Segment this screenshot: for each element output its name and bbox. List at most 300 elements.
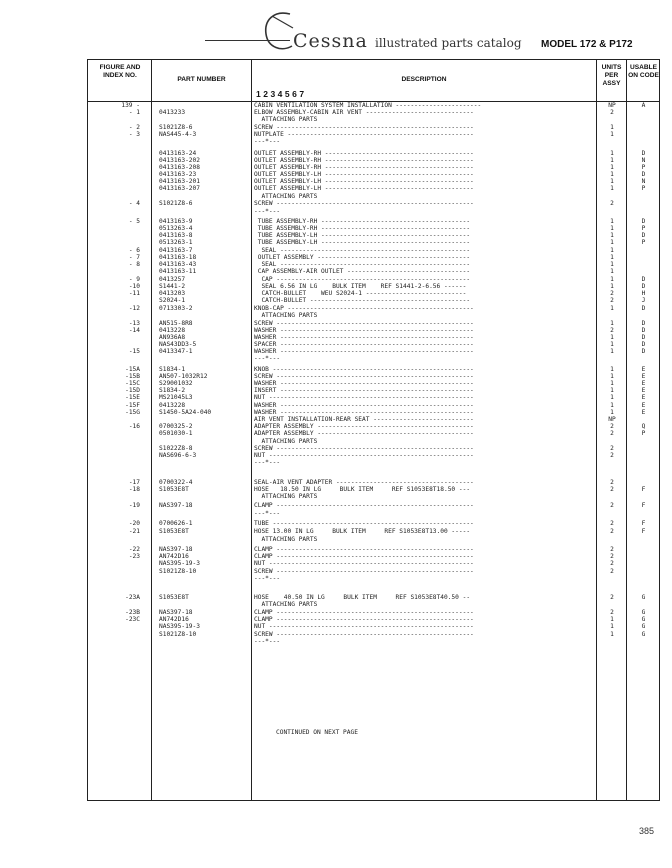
description: TUBE ASSEMBLY-LH ----------------------------------------	[254, 239, 471, 246]
part-number: S1441-2	[159, 283, 186, 290]
description: KNOB-CAP --------------------------------------------------	[254, 305, 474, 312]
part-number: S1021Z8-6	[159, 124, 193, 131]
part-number: S1053E8T	[159, 528, 189, 535]
usable-code: G	[641, 609, 646, 616]
description: NUT -------------------------------------------------------	[254, 623, 474, 630]
description: KNOB ------------------------------------------------------	[254, 366, 474, 373]
usable-code: E	[641, 387, 646, 394]
usable-code: D	[641, 232, 646, 239]
part-number: NAS43DD3-5	[159, 341, 197, 348]
description: HOSE 13.00 IN LG BULK ITEM REF S1053E8T13.00 -----	[254, 528, 471, 535]
usable-code: P	[641, 164, 646, 171]
usable-code: H	[641, 290, 646, 297]
usable-code: A	[641, 102, 646, 109]
usable-code: D	[641, 283, 646, 290]
table-row	[0, 334, 672, 341]
part-number: S1834-1	[159, 366, 186, 373]
table-row	[0, 348, 672, 355]
units-per-assy: 1	[610, 631, 614, 638]
description: ---*---	[254, 208, 281, 215]
description: NUT -------------------------------------------------------	[254, 452, 474, 459]
part-number: MS21045L3	[159, 394, 193, 401]
table-row	[0, 171, 672, 178]
usable-code: E	[641, 366, 646, 373]
description: OUTLET ASSEMBLY-LH ----------------------------------------	[254, 178, 474, 185]
figure-index: -23B	[125, 609, 140, 616]
table-row	[0, 438, 672, 445]
table-row	[0, 254, 672, 261]
usable-code: J	[641, 297, 646, 304]
part-number: 0413163-11	[159, 268, 197, 275]
table-row	[0, 479, 672, 486]
figure-index: -16	[128, 423, 140, 430]
part-number: S1834-2	[159, 387, 186, 394]
units-per-assy: 2	[610, 594, 614, 601]
figure-index: -17	[128, 479, 140, 486]
usable-code: D	[641, 150, 646, 157]
units-per-assy: 2	[610, 560, 614, 567]
description: SCREW -----------------------------------------------------	[254, 373, 474, 380]
part-number: 0413228	[159, 327, 186, 334]
units-per-assy: 1	[610, 124, 614, 131]
part-number: NAS397-18	[159, 609, 193, 616]
table-row	[0, 341, 672, 348]
usable-code: F	[641, 486, 646, 493]
units-per-assy: 1	[610, 348, 614, 355]
description: HOSE 40.50 IN LG BULK ITEM REF S1053E8T40.50 --	[254, 594, 471, 601]
part-number: 0413163-208	[159, 164, 200, 171]
figure-index: -22	[128, 546, 140, 553]
part-number: NAS395-19-3	[159, 560, 200, 567]
units-per-assy: 2	[610, 327, 614, 334]
table-row	[0, 409, 672, 416]
description: ATTACHING PARTS	[254, 312, 318, 319]
units-per-assy: 1	[610, 247, 614, 254]
description: CATCH-BULLET WEU S2024-1 ---------------------------	[254, 290, 467, 297]
description: WASHER ----------------------------------------------------	[254, 327, 474, 334]
description: SEAL ---------------------------------------------------	[254, 247, 471, 254]
description: OUTLET ASSEMBLY-LH ----------------------------------------	[254, 185, 474, 192]
description: CLAMP -----------------------------------------------------	[254, 546, 474, 553]
units-per-assy: 1	[610, 616, 614, 623]
part-number: AN515-8R8	[159, 320, 193, 327]
figure-index: -15B	[125, 373, 140, 380]
table-row	[0, 609, 672, 616]
units-per-assy: 2	[610, 546, 614, 553]
part-number: 0413163-7	[159, 247, 193, 254]
part-number: S1450-5A24-040	[159, 409, 212, 416]
usable-code: D	[641, 320, 646, 327]
table-row	[0, 459, 672, 466]
part-number: 0413163-18	[159, 254, 197, 261]
usable-code: D	[641, 218, 646, 225]
table-row	[0, 138, 672, 145]
part-number: 0413163-207	[159, 185, 200, 192]
description: TUBE ------------------------------------------------------	[254, 520, 474, 527]
units-per-assy: 1	[610, 283, 614, 290]
table-row	[0, 102, 672, 109]
description: CAP ----------------------------------------------------	[254, 276, 471, 283]
units-per-assy: 1	[610, 387, 614, 394]
col-header-desc: DESCRIPTION	[401, 76, 447, 83]
figure-index: -11	[128, 290, 140, 297]
table-row	[0, 327, 672, 334]
usable-code: F	[641, 520, 646, 527]
description: SCREW -----------------------------------------------------	[254, 631, 474, 638]
table-row	[0, 193, 672, 200]
units-per-assy: 1	[610, 380, 614, 387]
table-row	[0, 225, 672, 232]
figure-index: - 5	[128, 218, 140, 225]
usable-code: G	[641, 616, 646, 623]
table-row	[0, 394, 672, 401]
part-number: 0413163-9	[159, 218, 193, 225]
figure-index: -13	[128, 320, 140, 327]
table-row	[0, 232, 672, 239]
figure-index: -23A	[125, 594, 140, 601]
figure-index: -21	[128, 528, 140, 535]
description: NUT -------------------------------------------------------	[254, 394, 474, 401]
units-per-assy: 2	[610, 502, 614, 509]
col-header-code: USABLE ON CODE	[628, 64, 659, 79]
description: SEAL-AIR VENT ADAPTER -------------------------------------	[254, 479, 474, 486]
description: SCREW -----------------------------------------------------	[254, 200, 474, 207]
table-row	[0, 623, 672, 630]
figure-index: -18	[128, 486, 140, 493]
table-row	[0, 150, 672, 157]
table-row	[0, 402, 672, 409]
description: WASHER ----------------------------------------------------	[254, 409, 474, 416]
usable-code: P	[641, 430, 646, 437]
units-per-assy: 1	[610, 261, 614, 268]
description: SCREW -----------------------------------------------------	[254, 445, 474, 452]
description: CATCH-BULLET -------------------------------------------	[254, 297, 471, 304]
usable-code: D	[641, 276, 646, 283]
description: CABIN VENTILATION SYSTEM INSTALLATION -----------------------	[254, 102, 482, 109]
units-per-assy: 1	[610, 218, 614, 225]
table-row	[0, 305, 672, 312]
figure-index: - 2	[128, 124, 140, 131]
description: CLAMP -----------------------------------------------------	[254, 553, 474, 560]
description: WASHER ----------------------------------------------------	[254, 402, 474, 409]
table-row	[0, 380, 672, 387]
col-header-figure: FIGURE AND INDEX NO.	[99, 64, 141, 79]
description: ---*---	[254, 138, 281, 145]
table-row	[0, 616, 672, 623]
units-per-assy: 1	[610, 225, 614, 232]
units-per-assy: 2	[610, 200, 614, 207]
indent-ruler: 1234567	[256, 89, 307, 99]
description: SEAL ---------------------------------------------------	[254, 261, 471, 268]
usable-code: F	[641, 502, 646, 509]
part-number: 0513263-4	[159, 225, 193, 232]
units-per-assy: 2	[610, 568, 614, 575]
part-number: 0700325-2	[159, 423, 193, 430]
part-number: NAS397-18	[159, 546, 193, 553]
part-number: S2024-1	[159, 297, 186, 304]
table-row	[0, 520, 672, 527]
usable-code: D	[641, 341, 646, 348]
table-row	[0, 445, 672, 452]
units-per-assy: 1	[610, 150, 614, 157]
logo-rule	[205, 40, 290, 41]
figure-index: -20	[128, 520, 140, 527]
cessna-logo-icon	[262, 8, 294, 54]
units-per-assy: 2	[610, 479, 614, 486]
figure-index: -23	[128, 553, 140, 560]
table-row	[0, 247, 672, 254]
units-per-assy: 2	[610, 528, 614, 535]
units-per-assy: 1	[610, 131, 614, 138]
usable-code: E	[641, 394, 646, 401]
table-row	[0, 536, 672, 543]
description: CLAMP -----------------------------------------------------	[254, 609, 474, 616]
units-per-assy: 2	[610, 486, 614, 493]
table-row	[0, 594, 672, 601]
description: NUTPLATE --------------------------------------------------	[254, 131, 474, 138]
units-per-assy: 2	[610, 609, 614, 616]
table-row	[0, 178, 672, 185]
usable-code: N	[641, 157, 646, 164]
units-per-assy: 1	[610, 320, 614, 327]
table-row	[0, 164, 672, 171]
table-row	[0, 297, 672, 304]
usable-code: D	[641, 348, 646, 355]
description: OUTLET ASSEMBLY-RH ----------------------------------------	[254, 164, 474, 171]
page-header	[0, 0, 672, 62]
description: ATTACHING PARTS	[254, 536, 318, 543]
description: ADAPTER ASSEMBLY ------------------------------------------	[254, 423, 474, 430]
description: ---*---	[254, 510, 281, 517]
units-per-assy: 1	[610, 157, 614, 164]
description: ATTACHING PARTS	[254, 601, 318, 608]
units-per-assy: 2	[610, 290, 614, 297]
table-row	[0, 631, 672, 638]
units-per-assy: 1	[610, 373, 614, 380]
table-row	[0, 366, 672, 373]
description: SCREW -----------------------------------------------------	[254, 124, 474, 131]
table-row	[0, 185, 672, 192]
units-per-assy: 1	[610, 366, 614, 373]
catalog-subtitle: illustrated parts catalog	[375, 36, 522, 50]
units-per-assy: 1	[610, 164, 614, 171]
page-number: 385	[639, 826, 655, 836]
usable-code: N	[641, 178, 646, 185]
units-per-assy: 2	[610, 452, 614, 459]
units-per-assy: 1	[610, 305, 614, 312]
table-row	[0, 373, 672, 380]
part-number: 0413347-1	[159, 348, 193, 355]
description: INSERT ----------------------------------------------------	[254, 387, 474, 394]
description: SEAL 6.56 IN LG BULK ITEM REF S1441-2-6.56 ------	[254, 283, 467, 290]
figure-index: 139 -	[121, 102, 140, 109]
figure-index: - 4	[128, 200, 140, 207]
table-row	[0, 452, 672, 459]
part-number: S1021Z8-6	[159, 200, 193, 207]
part-number: 0413228	[159, 402, 186, 409]
usable-code: D	[641, 305, 646, 312]
description: AIR VENT INSTALLATION-REAR SEAT ---------------------------	[254, 416, 474, 423]
usable-code: P	[641, 225, 646, 232]
description: OUTLET ASSEMBLY-LH ----------------------------------------	[254, 171, 474, 178]
col-header-part: PART NUMBER	[177, 76, 226, 83]
figure-index: - 1	[128, 109, 140, 116]
description: TUBE ASSEMBLY-LH ----------------------------------------	[254, 232, 471, 239]
units-per-assy: NP	[608, 416, 616, 423]
part-number: 0513263-1	[159, 239, 193, 246]
description: TUBE ASSEMBLY-RH ----------------------------------------	[254, 218, 471, 225]
part-number: S1053E8T	[159, 594, 189, 601]
description: WASHER ----------------------------------------------------	[254, 348, 474, 355]
part-number: 0700322-4	[159, 479, 193, 486]
units-per-assy: 2	[610, 297, 614, 304]
part-number: NAS395-19-3	[159, 623, 200, 630]
part-number: 0413203	[159, 290, 186, 297]
units-per-assy: 1	[610, 402, 614, 409]
part-number: S1021Z8-10	[159, 568, 197, 575]
part-number: 0413163-24	[159, 150, 197, 157]
table-row	[0, 575, 672, 582]
figure-index: -19	[128, 502, 140, 509]
description: ATTACHING PARTS	[254, 116, 318, 123]
table-row	[0, 430, 672, 437]
model-label: MODEL 172 & P172	[541, 39, 633, 50]
units-per-assy: 1	[610, 623, 614, 630]
usable-code: G	[641, 594, 646, 601]
units-per-assy: 2	[610, 423, 614, 430]
description: ELBOW ASSEMBLY-CABIN AIR VENT -----------------------------	[254, 109, 474, 116]
figure-index: -15D	[125, 387, 140, 394]
figure-index: -14	[128, 327, 140, 334]
units-per-assy: 1	[610, 171, 614, 178]
part-number: NAS445-4-3	[159, 131, 197, 138]
usable-code: G	[641, 623, 646, 630]
continued-note: CONTINUED ON NEXT PAGE	[276, 729, 358, 736]
part-number: S1022Z8-8	[159, 445, 193, 452]
table-row	[0, 568, 672, 575]
description: OUTLET ASSEMBLY -----------------------------------------	[254, 254, 471, 261]
figure-index: - 6	[128, 247, 140, 254]
table-row	[0, 276, 672, 283]
description: SPACER ----------------------------------------------------	[254, 341, 474, 348]
figure-index: -15F	[125, 402, 140, 409]
table-row	[0, 601, 672, 608]
units-per-assy: 1	[610, 334, 614, 341]
units-per-assy: 2	[610, 553, 614, 560]
usable-code: E	[641, 409, 646, 416]
description: OUTLET ASSEMBLY-RH ----------------------------------------	[254, 150, 474, 157]
usable-code: P	[641, 185, 646, 192]
table-row	[0, 312, 672, 319]
description: ATTACHING PARTS	[254, 493, 318, 500]
table-row	[0, 638, 672, 645]
description: ---*---	[254, 355, 281, 362]
table-row	[0, 208, 672, 215]
usable-code: E	[641, 380, 646, 387]
part-number: 0413233	[159, 109, 186, 116]
part-number: S1053E8T	[159, 486, 189, 493]
usable-code: D	[641, 334, 646, 341]
figure-index: -23C	[125, 616, 140, 623]
part-number: AN742D16	[159, 553, 189, 560]
figure-index: -15A	[125, 366, 140, 373]
table-row	[0, 502, 672, 509]
table-row	[0, 239, 672, 246]
table-row	[0, 486, 672, 493]
table-row	[0, 268, 672, 275]
figure-index: - 9	[128, 276, 140, 283]
part-number: AN936A8	[159, 334, 186, 341]
part-number: NAS696-6-3	[159, 452, 197, 459]
table-row	[0, 157, 672, 164]
usable-code: E	[641, 402, 646, 409]
units-per-assy: 1	[610, 394, 614, 401]
figure-index: -15C	[125, 380, 140, 387]
col-header-units: UNITS PER ASSY	[601, 64, 622, 87]
table-row	[0, 283, 672, 290]
description: HOSE 18.50 IN LG BULK ITEM REF S1053E8T18.50 ---	[254, 486, 471, 493]
units-per-assy: 1	[610, 276, 614, 283]
brand-name: Cessna	[293, 30, 368, 52]
units-per-assy: 2	[610, 430, 614, 437]
usable-code: D	[641, 171, 646, 178]
units-per-assy: 1	[610, 232, 614, 239]
table-row	[0, 416, 672, 423]
part-number: 0713303-2	[159, 305, 193, 312]
units-per-assy: 1	[610, 178, 614, 185]
units-per-assy: NP	[608, 102, 616, 109]
table-row	[0, 493, 672, 500]
usable-code: E	[641, 373, 646, 380]
part-number: S29001032	[159, 380, 193, 387]
description: SCREW -----------------------------------------------------	[254, 568, 474, 575]
description: WASHER ----------------------------------------------------	[254, 334, 474, 341]
table-row	[0, 510, 672, 517]
part-number: AN742D16	[159, 616, 189, 623]
table-row	[0, 528, 672, 535]
part-number: 0413257	[159, 276, 186, 283]
units-per-assy: 1	[610, 185, 614, 192]
units-per-assy: 2	[610, 445, 614, 452]
table-row	[0, 200, 672, 207]
table-row	[0, 261, 672, 268]
description: CLAMP -----------------------------------------------------	[254, 502, 474, 509]
part-number: 0413163-43	[159, 261, 197, 268]
units-per-assy: 1	[610, 239, 614, 246]
table-row	[0, 387, 672, 394]
figure-index: -15E	[125, 394, 140, 401]
description: ---*---	[254, 459, 281, 466]
description: WASHER ----------------------------------------------------	[254, 380, 474, 387]
units-per-assy: 1	[610, 268, 614, 275]
description: ---*---	[254, 575, 281, 582]
table-row	[0, 290, 672, 297]
table-row	[0, 320, 672, 327]
units-per-assy: 2	[610, 109, 614, 116]
usable-code: D	[641, 327, 646, 334]
table-row	[0, 560, 672, 567]
units-per-assy: 2	[610, 520, 614, 527]
table-row	[0, 109, 672, 116]
description: NUT -------------------------------------------------------	[254, 560, 474, 567]
description: OUTLET ASSEMBLY-RH ----------------------------------------	[254, 157, 474, 164]
usable-code: P	[641, 239, 646, 246]
usable-code: F	[641, 528, 646, 535]
table-row	[0, 553, 672, 560]
table-row	[0, 546, 672, 553]
table-row	[0, 423, 672, 430]
description: ATTACHING PARTS	[254, 438, 318, 445]
